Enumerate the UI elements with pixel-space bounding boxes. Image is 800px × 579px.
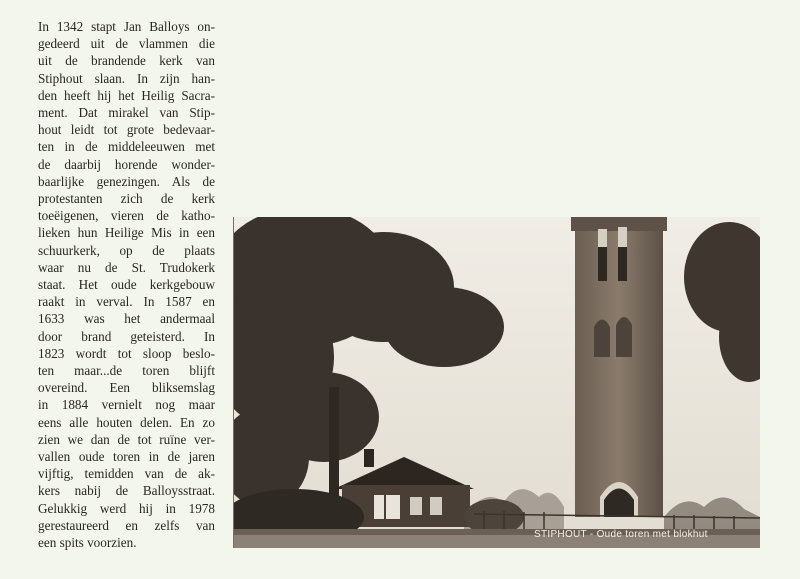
text-line: ten maar...de toren blijft xyxy=(38,363,215,379)
text-line: overeind. Een bliksemslag xyxy=(38,380,215,396)
text-line: eens alle houten delen. En zo xyxy=(38,414,215,430)
article-text xyxy=(38,18,215,551)
text-line: den heeft hij het Heilig Sacra- xyxy=(38,87,215,103)
text-line: een spits voorzien. xyxy=(38,535,137,551)
text-line: Gelukkig werd hij in 1978 xyxy=(38,500,215,516)
text-line: gedeerd uit de vlammen die xyxy=(38,36,215,52)
text-line: lieken hun Heilige Mis in een xyxy=(38,225,215,241)
text-line: Stiphout slaan. In zijn han- xyxy=(38,70,215,86)
text-line: uit de brandende kerk van xyxy=(38,53,215,69)
text-line: ment. Dat mirakel van Stip- xyxy=(38,105,215,121)
text-line: staat. Het oude kerkgebouw xyxy=(38,277,215,293)
text-line: 1823 wordt tot sloop beslo- xyxy=(38,345,215,361)
text-line: baarlijke genezingen. Als de xyxy=(38,173,215,189)
text-line: raakt in verval. In 1587 en xyxy=(38,294,215,310)
text-line: in 1884 vernielt nog maar xyxy=(38,397,215,413)
photo-illustration xyxy=(234,217,760,548)
text-line: zien we dan de tot ruïne ver- xyxy=(38,431,215,447)
text-line: kers nabij de Balloysstraat. xyxy=(38,483,215,499)
text-line: In 1342 stapt Jan Balloys on- xyxy=(38,19,215,34)
text-line: door brand geteisterd. In xyxy=(38,328,215,344)
text-line: waar nu de St. Trudokerk xyxy=(38,259,215,275)
text-line: vallen oude toren in de jaren xyxy=(38,449,215,465)
text-line: de daarbij horende wonder- xyxy=(38,156,215,172)
text-line: 1633 was het andermaal xyxy=(38,311,215,327)
photo-caption: STIPHOUT - Oude toren met blokhut xyxy=(534,529,708,540)
tower xyxy=(571,217,667,517)
historic-photo xyxy=(233,217,760,548)
text-line: hout leidt tot grote bedevaar- xyxy=(38,122,215,138)
text-line: gerestaureerd en zelfs van xyxy=(38,517,215,533)
text-line: vijftig, temidden van de ak- xyxy=(38,466,215,482)
text-line: ten in de middeleeuwen met xyxy=(38,139,215,155)
text-line: protestanten zich de kerk xyxy=(38,191,215,207)
text-line: toeëigenen, vieren de katho- xyxy=(38,208,215,224)
text-line: schuurkerk, op de plaats xyxy=(38,242,215,258)
